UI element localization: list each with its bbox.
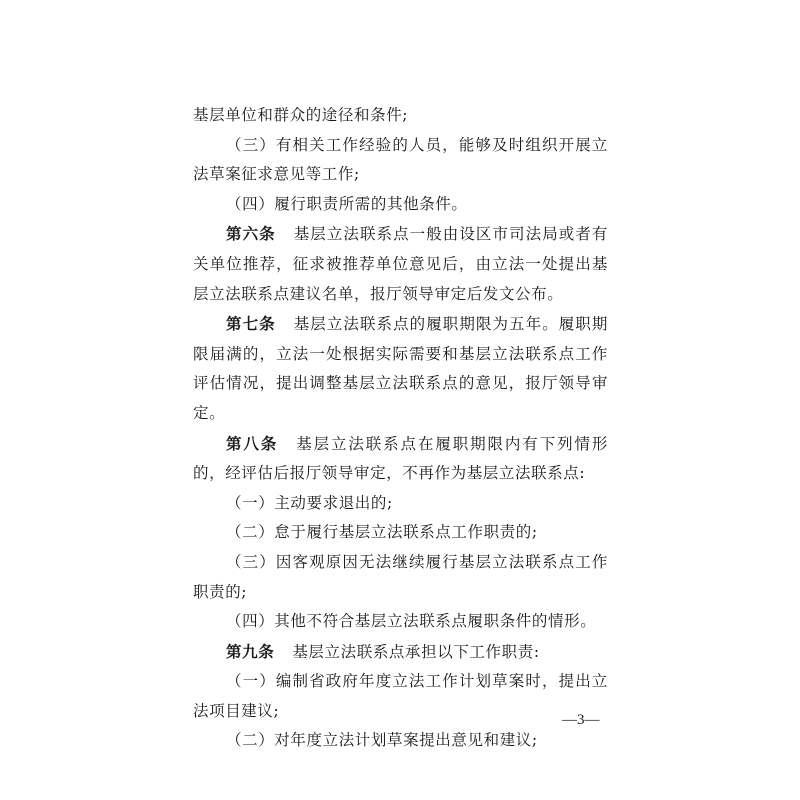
article-heading: 第六条: [226, 224, 276, 244]
list-item: （四）其他不符合基层立法联系点履职条件的情形。: [226, 612, 597, 631]
paragraph: （四）履行职责所需的其他条件。: [226, 194, 468, 213]
article-heading: 第七条: [226, 314, 276, 334]
page-number: —3—: [562, 712, 600, 728]
list-item: （一）编制省政府年度立法工作计划草案时，提出立法项目建议;: [193, 672, 608, 720]
article-6: 第六条 基层立法联系点一般由设区市司法局或者有关单位推荐，征求被推荐单位意见后，由立法一处提出基层立法联系点建议名单，报厅领导审定后发文公布。: [193, 224, 608, 303]
article-8: 第八条 基层立法联系点在履职期限内有下列情形的，经评估后报厅领导审定，不再作为基层立法联系点:: [193, 433, 608, 483]
article-heading: 第九条: [226, 641, 275, 661]
article-heading: 第八条: [226, 433, 279, 453]
list-item: （二）怠于履行基层立法联系点工作职责的;: [226, 523, 538, 542]
paragraph: （三）有相关工作经验的人员，能够及时组织开展立法草案征求意见等工作;: [193, 135, 608, 184]
list-item: （一）主动要求退出的;: [226, 493, 393, 512]
list-item: （二）对年度立法计划草案提出意见和建议;: [226, 731, 538, 750]
list-item: （三）因客观原因无法继续履行基层立法联系点工作职责的;: [193, 552, 608, 601]
article-9: 第九条 基层立法联系点承担以下工作职责:: [226, 641, 540, 661]
article-7: 第七条 基层立法联系点的履职期限为五年。履职期限届满的，立法一处根据实际需要和基层立法联系点工作评估情况，提出调整基层立法联系点的意见，报厅领导审定。: [193, 314, 608, 422]
document-body: [193, 101, 608, 756]
paragraph: 基层单位和群众的途径和条件;: [193, 106, 409, 124]
